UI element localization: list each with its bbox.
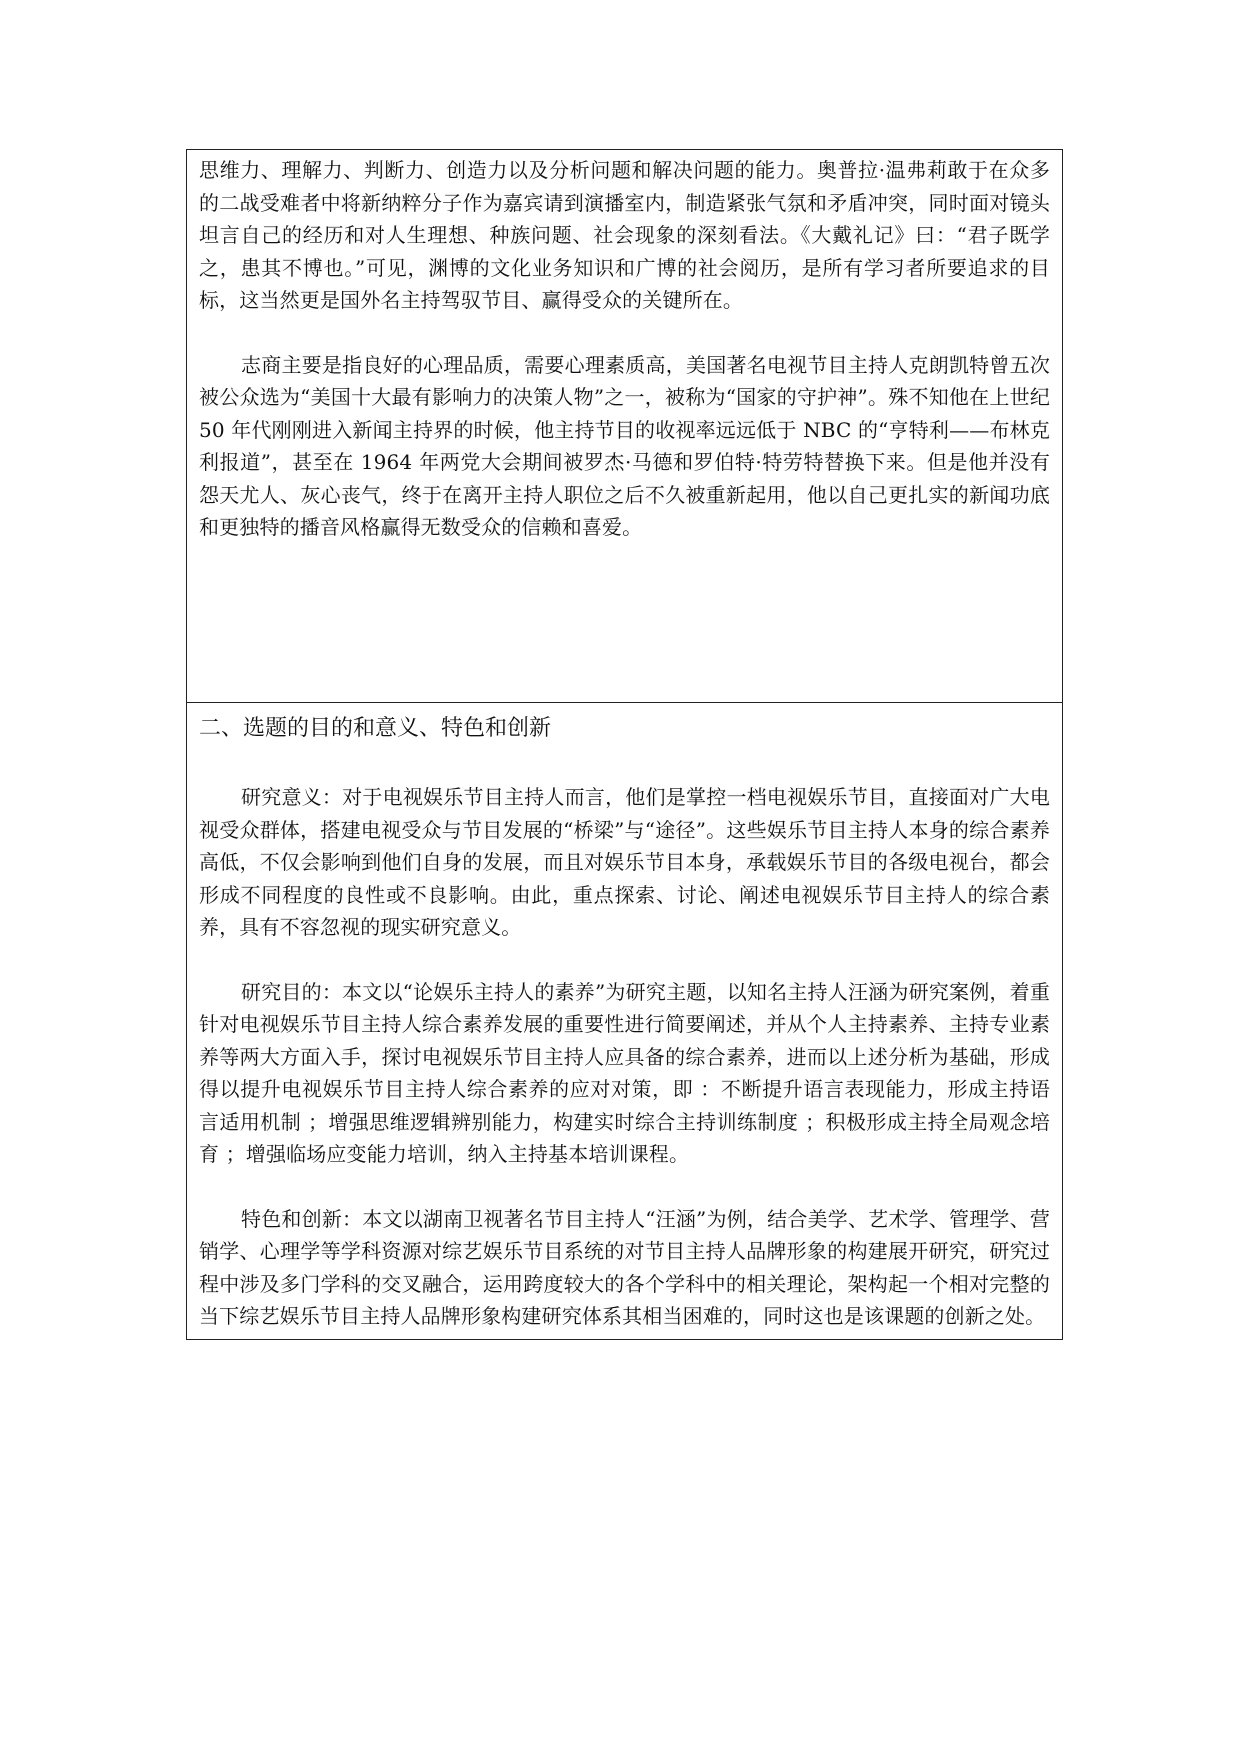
paragraph-gap — [199, 749, 1050, 781]
table-cell-background — [187, 150, 1062, 703]
paragraph-features: 特色和创新：本文以湖南卫视著名节目主持人“汪涵”为例，结合美学、艺术学、管理学、营销学、心理学等学科资源对综艺娱乐节目系统的对节目主持人品牌形象的构建展开研究，研究过程中涉及多门学科的交叉融合，运用跨度较大的各个学科中的相关理论，架构起一个相对完整的当下综艺娱乐节目主持人品牌形象构建研究体系其相当困难的，同时这也是该课题的创新之处。 — [199, 1206, 1050, 1328]
paragraph-gap — [199, 944, 1050, 976]
paragraph-significance: 研究意义：对于电视娱乐节目主持人而言，他们是掌控一档电视娱乐节目，直接面对广大电视受众群体，搭建电视受众与节目发展的“桥梁”与“途径”。这些娱乐节目主持人本身的综合素养高低，不仅会影响到他们自身的发展，而且对娱乐节目本身，承载娱乐节目的各级电视台，都会形成不同程度的良性或不良影响。由此，重点探索、讨论、阐述电视娱乐节目主持人的综合素养，具有不容忽视的现实研究意义。 — [199, 785, 1050, 939]
paragraph-gap — [199, 317, 1050, 349]
paragraph-purpose: 研究目的：本文以“论娱乐主持人的素养”为研究主题，以知名主持人汪涵为研究案例，着重针对电视娱乐节目主持人综合素养发展的重要性进行简要阐述，并从个人主持素养、主持专业素养等两大方面入手，探讨电视娱乐节目主持人应具备的综合素养，进而以上述分析为基础，形成得以提升电视娱乐节目主持人综合素养的应对对策，即 ：不断提升语言表现能力，形成主持语言适用机制 ；增强思维逻辑辨别能力，构建实时综合主持训练制度 ；积极形成主持全局观念培育 ；增强临场应变能力培训，纳入主持基本培训课程。 — [199, 979, 1050, 1166]
paragraph-zhishang: 志商主要是指良好的心理品质，需要心理素质高，美国著名电视节目主持人克朗凯特曾五次被公众选为“美国十大最有影响力的决策人物”之一，被称为“国家的守护神”。殊不知他在上世纪 50 年代刚刚进入新闻主持界的时候，他主持节目的收视率远远低于 NBC 的“亨特利——布林克利报道”，甚至在 1964 年两党大会期间被罗杰·马德和罗伯特·特劳特替换下来。但是他并没有怨天尤人、灰心丧气，终于在离开主持人职位之后不久被重新起用，他以自己更扎实的新闻功底和更独特的播音风格赢得无数受众的信赖和喜爱。 — [199, 352, 1050, 539]
section-title: 二、选题的目的和意义、特色和创新 — [199, 716, 552, 741]
paragraph-continued: 思维力、理解力、判断力、创造力以及分析问题和解决问题的能力。奥普拉·温弗莉敢于在众多的二战受难者中将新纳粹分子作为嘉宾请到演播室内，制造紧张气氛和矛盾冲突，同时面对镜头坦言自己的经历和对人生理想、种族问题、社会现象的深刻看法。《大戴礼记》曰：“君子既学之，患其不博也。”可见，渊博的文化业务知识和广博的社会阅历，是所有学习者所要追求的目标，这当然更是国外名主持驾驭节目、赢得受众的关键所在。 — [199, 158, 1050, 312]
proposal-table — [186, 149, 1063, 1340]
table-cell-purpose — [187, 703, 1062, 1339]
paragraph-gap — [199, 1171, 1050, 1203]
